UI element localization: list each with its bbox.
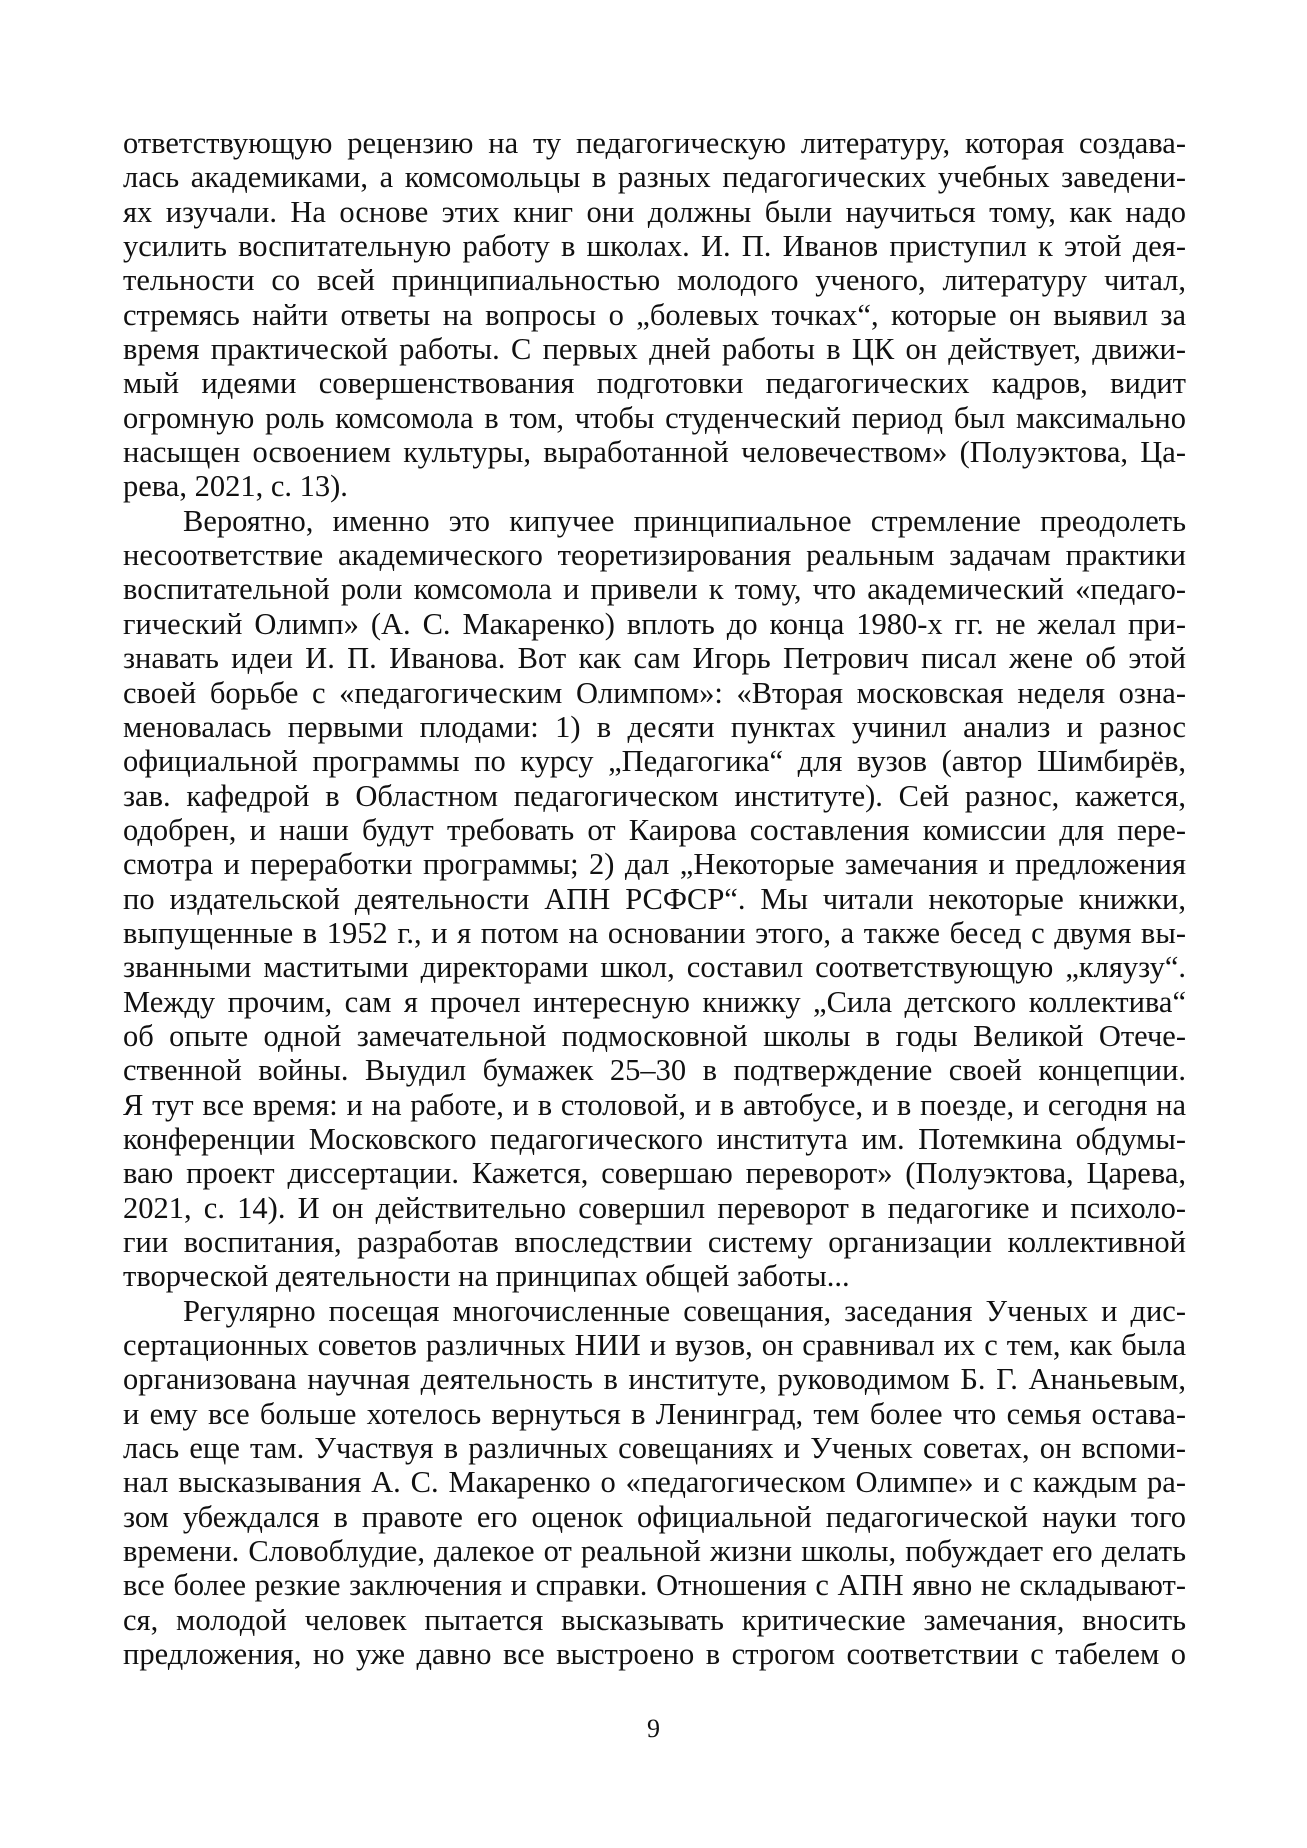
- text-line: об опыте одной замечательной подмосковной школы в годы Великой Отече-: [123, 1018, 1186, 1053]
- text-line: конференции Московского педагогического института им. Потемкина обдумы-: [123, 1121, 1186, 1156]
- text-line: по издательской деятельности АПН РСФСР“. Мы читали некоторые книжки,: [123, 881, 1186, 916]
- text-line: и ему все больше хотелось вернуться в Ленинград, тем более что семья остава-: [123, 1396, 1186, 1431]
- text-line: Между прочим, сам я прочел интересную книжку „Сила детского коллектива“: [123, 984, 1186, 1019]
- text-line: смотра и переработки программы; 2) дал „Некоторые замечания и предложения: [123, 847, 1186, 882]
- text-line: мый идеями совершенствования подготовки педагогических кадров, видит: [123, 366, 1186, 401]
- text-line: огромную роль комсомола в том, чтобы студенческий период был максимально: [123, 400, 1186, 435]
- text-line: гии воспитания, разработав впоследствии систему организации коллективной: [123, 1225, 1186, 1259]
- text-line: ваю проект диссертации. Кажется, совершаю переворот» (Полуэктова, Царева,: [123, 1156, 1186, 1191]
- paragraph-1: [123, 126, 1186, 504]
- text-line: все более резкие заключения и справки. Отношения с АПН явно не складывают-: [123, 1568, 1186, 1603]
- paragraph-3: [123, 1294, 1186, 1672]
- text-line: 2021, с. 14). И он действительно совершил переворот в педагогике и психоло-: [123, 1190, 1186, 1225]
- text-line: несоответствие академического теоретизирования реальным задачам практики: [123, 538, 1186, 573]
- text-line: одобрен, и наши будут требовать от Каирова составления комиссии для пере-: [123, 812, 1186, 847]
- text-line: воспитательной роли комсомола и привели к тому, что академический «педаго-: [123, 572, 1186, 607]
- text-line: стремясь найти ответы на вопросы о „болевых точках“, которые он выявил за: [123, 297, 1186, 332]
- text-line: сертационных советов различных НИИ и вузов, он сравнивал их с тем, как была: [123, 1328, 1186, 1363]
- text-line: зом убеждался в правоте его оценок официальной педагогической науки того: [123, 1499, 1186, 1534]
- text-line: своей борьбе с «педагогическим Олимпом»: «Вторая московская неделя озна-: [123, 675, 1186, 710]
- text-line: меновалась первыми плодами: 1) в десяти пунктах учинил анализ и разнос: [123, 709, 1186, 744]
- text-line: рева, 2021, с. 13).: [123, 469, 348, 504]
- text-line: ответствующую рецензию на ту педагогическую литературу, которая создава-: [123, 126, 1186, 160]
- text-line: нал высказывания А. С. Макаренко о «педагогическом Олимпе» и с каждым ра-: [123, 1465, 1186, 1500]
- text-line: насыщен освоением культуры, выработанной человечеством» (Полуэктова, Ца-: [123, 435, 1186, 470]
- paragraph-2: [123, 504, 1186, 1294]
- text-line: усилить воспитательную работу в школах. И. П. Иванов приступил к этой дея-: [123, 229, 1186, 264]
- text-line: выпущенные в 1952 г., и я потом на основании этого, а также бесед с двумя вы-: [123, 915, 1186, 950]
- page-number: 9: [647, 1714, 660, 1743]
- text-line: званными маститыми директорами школ, составил соответствующую „кляузу“.: [123, 950, 1186, 985]
- text-line: ся, молодой человек пытается высказывать критические замечания, вносить: [123, 1602, 1186, 1637]
- text-line: знавать идеи И. П. Иванова. Вот как сам Игорь Петрович писал жене об этой: [123, 641, 1186, 676]
- text-line: предложения, но уже давно все выстроено в строгом соответствии с табелем о: [123, 1637, 1186, 1672]
- text-line: Вероятно, именно это кипучее принципиальное стремление преодолеть: [183, 503, 1186, 538]
- text-line: время практической работы. С первых дней работы в ЦК он действует, движи-: [123, 332, 1186, 367]
- text-line: официальной программы по курсу „Педагогика“ для вузов (автор Шимбирёв,: [123, 744, 1186, 779]
- text-line: лась еще там. Участвуя в различных совещаниях и Ученых советах, он вспоми-: [123, 1431, 1186, 1466]
- text-line: гический Олимп» (А. С. Макаренко) вплоть до конца 1980-х гг. не желал при-: [123, 606, 1186, 641]
- text-line: зав. кафедрой в Областном педагогическом институте). Сей разнос, кажется,: [123, 778, 1186, 813]
- text-line: ственной войны. Выудил бумажек 25–30 в подтверждение своей концепции.: [123, 1053, 1186, 1088]
- text-line: Я тут все время: и на работе, и в столовой, и в автобусе, и в поезде, и сегодня на: [123, 1087, 1186, 1122]
- text-line: Регулярно посещая многочисленные совещания, заседания Ученых и дис-: [183, 1293, 1186, 1328]
- text-line: времени. Словоблудие, далекое от реальной жизни школы, побуждает его делать: [123, 1534, 1186, 1569]
- text-line: организована научная деятельность в институте, руководимом Б. Г. Ананьевым,: [123, 1362, 1186, 1397]
- body-text: [123, 126, 1186, 1671]
- text-line: творческой деятельности на принципах общей заботы...: [123, 1259, 850, 1294]
- text-line: ях изучали. На основе этих книг они должны были научиться тому, как надо: [123, 194, 1186, 229]
- text-line: лась академиками, а комсомольцы в разных педагогических учебных заведени-: [123, 160, 1186, 195]
- text-line: тельности со всей принципиальностью молодого ученого, литературу читал,: [123, 263, 1186, 298]
